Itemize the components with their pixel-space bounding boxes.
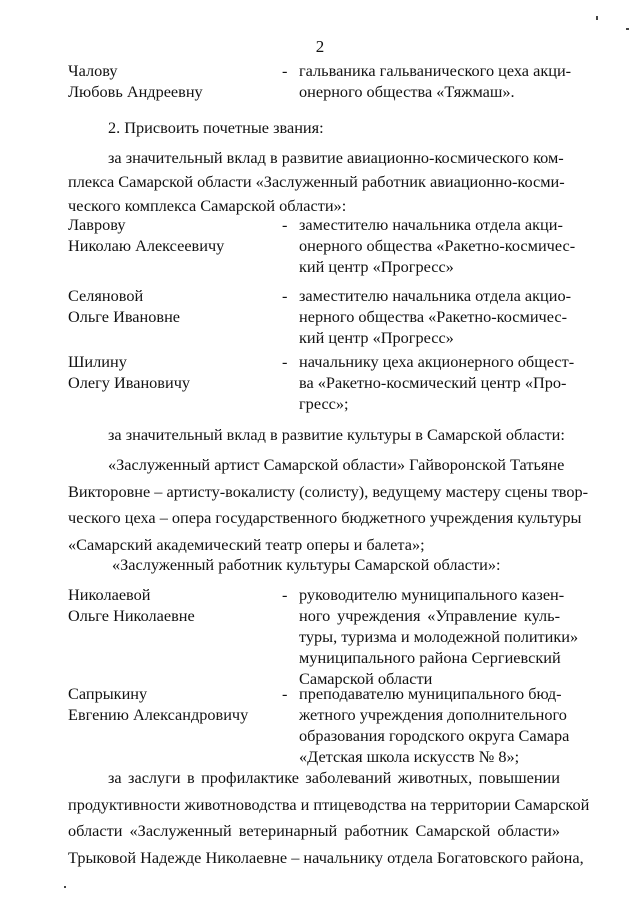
recipient-position [299, 683, 570, 767]
entry-dash: - [282, 286, 288, 305]
position-line: ва «Ракетно-космический центр «Про- [299, 373, 567, 392]
position-line: начальнику цеха акционерного общест- [299, 352, 575, 371]
recipient-name [68, 214, 278, 256]
recipient-name [68, 60, 278, 102]
paragraph-line: продуктивности животноводства и птицеводства на территории Самарской [68, 794, 590, 814]
position-line: Самарской области [299, 669, 433, 688]
name-line: Ольге Николаевне [68, 606, 195, 625]
recipient-name [68, 584, 278, 626]
paragraph-line: области «Заслуженный ветеринарный работник Самарской области» [68, 821, 560, 840]
name-line: Николаевой [68, 585, 151, 604]
position-line: кий центр «Прогресс» [299, 257, 454, 276]
paragraph-line: Викторовне – артисту-вокалисту (солисту), ведущему мастеру сцены твор- [68, 481, 589, 501]
artist-paragraph [68, 452, 589, 558]
name-line: Ольге Ивановне [68, 307, 181, 326]
name-line: Лаврову [68, 215, 126, 234]
recipient-position [299, 351, 575, 414]
name-line: Шилину [68, 352, 127, 371]
position-line: гресс»; [299, 394, 349, 413]
entry-dash: - [282, 61, 288, 80]
section-title-line: 2. Присвоить почетные звания: [108, 118, 324, 137]
paragraph-line: ческого цеха – опера государственного бюджетного учреждения культуры [68, 508, 582, 527]
position-line: гальваника гальванического цеха акци- [299, 61, 572, 80]
name-line: Евгению Александровичу [68, 705, 249, 724]
recipient-name [68, 351, 278, 393]
name-line: Чалову [68, 61, 118, 80]
paragraph-line: «Заслуженный работник культуры Самарской области»: [112, 555, 501, 574]
position-line: онерного общества «Тяжмаш». [299, 82, 515, 101]
recipient-name [68, 285, 278, 327]
paragraph-line: «Самарский академический театр оперы и балета»; [68, 534, 425, 554]
award-entry [68, 60, 572, 160]
position-line: онерного общества «Ракетно-космичес- [299, 236, 576, 255]
position-line: ного учреждения «Управление куль- [299, 606, 560, 625]
recipient-position [299, 584, 579, 689]
recipient-position [299, 214, 576, 277]
page-number: 2 [315, 37, 325, 56]
position-line: кий центр «Прогресс» [299, 328, 454, 347]
name-line: Николаю Алексеевичу [68, 236, 225, 255]
scan-speck [596, 16, 598, 20]
paragraph-line: Трыковой Надежде Николаевне – начальнику отдела Богатовского района, [68, 847, 584, 867]
position-line: руководителю муниципального казен- [299, 585, 565, 604]
position-line: нерного общества «Ракетно-космичес- [299, 307, 568, 326]
paragraph-line: ческого комплекса Самарской области»: [68, 196, 347, 215]
recipient-name [68, 683, 278, 725]
name-line: Любовь Андреевну [68, 82, 203, 101]
paragraph-line: за заслуги в профилактике заболеваний животных, повышении [108, 768, 560, 787]
culture-worker-title [68, 554, 560, 575]
section-2-title [68, 117, 560, 138]
entry-dash: - [282, 585, 288, 604]
paragraph-line: за значительный вклад в развитие культуры в Самарской области: [108, 425, 565, 444]
paragraph-line: «Заслуженный артист Самарской области» Гайворонской Татьяне [108, 455, 565, 474]
culture-intro [68, 424, 565, 445]
paragraph-line: за значительный вклад в развитие авиационно-космического ком- [108, 148, 564, 167]
position-line: преподавателю муниципального бюд- [299, 684, 562, 703]
entry-dash: - [282, 684, 288, 703]
name-line: Сапрыкину [68, 684, 148, 703]
entry-dash: - [282, 352, 288, 371]
position-line: «Детская школа искусств № 8»; [299, 747, 520, 766]
position-line: жетного учреждения дополнительного [299, 705, 567, 724]
position-line: заместителю начальника отдела акцио- [299, 286, 572, 305]
scan-speck [64, 886, 66, 888]
entry-dash: - [282, 215, 288, 234]
paragraph-line: плекса Самарской области «Заслуженный работник авиационно-косми- [68, 172, 565, 191]
name-line: Селяновой [68, 286, 144, 305]
veterinary-paragraph [68, 765, 590, 871]
aerospace-intro-paragraph [68, 146, 565, 218]
position-line: заместителю начальника отдела акци- [299, 215, 563, 234]
award-entry [68, 584, 579, 694]
name-line: Олегу Ивановичу [68, 373, 191, 392]
position-line: образования городского округа Самара [299, 726, 570, 745]
scan-speck [626, 28, 629, 30]
recipient-position [299, 60, 572, 102]
position-line: туры, туризма и молодежной политики» [299, 627, 579, 646]
recipient-position [299, 285, 572, 348]
position-line: муниципального района Сергиевский [299, 648, 561, 667]
